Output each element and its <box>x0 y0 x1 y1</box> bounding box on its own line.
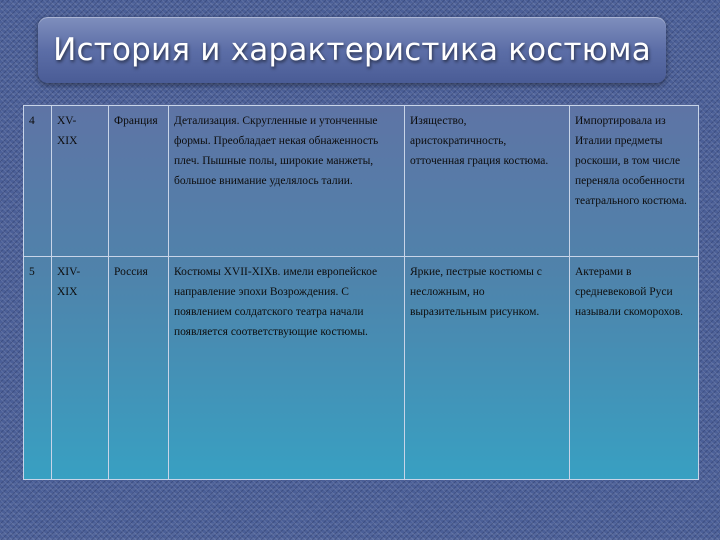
cell-number: 4 <box>24 106 52 257</box>
cell-influence: Импортировала из Италии предметы роскоши, в том числе переняла особенности театрального костюма. <box>570 106 699 257</box>
cell-country: Россия <box>109 257 169 480</box>
cell-influence: Актерами в средневековой Руси называли скоморохов. <box>570 257 699 480</box>
slide-title-box <box>38 17 666 83</box>
table-row <box>24 257 699 480</box>
slide-title: История и характеристика костюма <box>53 32 651 68</box>
table-row <box>24 106 699 257</box>
cell-traits: Яркие, пестрые костюмы с несложным, но выразительным рисунком. <box>405 257 570 480</box>
cell-country: Франция <box>109 106 169 257</box>
cell-description: Костюмы XVII-XIXв. имели европейское направление эпохи Возрождения. С появлением солдатского театра начали появляется соответствующие костюмы. <box>169 257 405 480</box>
cell-traits: Изящество, аристократичность, отточенная грация костюма. <box>405 106 570 257</box>
costume-history-table <box>23 105 699 480</box>
cell-period: XIV- XIX <box>52 257 109 480</box>
cell-period: XV- XIX <box>52 106 109 257</box>
cell-number: 5 <box>24 257 52 480</box>
cell-description: Детализация. Скругленные и утонченные формы. Преобладает некая обнаженность плеч. Пышные полы, широкие манжеты, большое внимание уделялось талии. <box>169 106 405 257</box>
